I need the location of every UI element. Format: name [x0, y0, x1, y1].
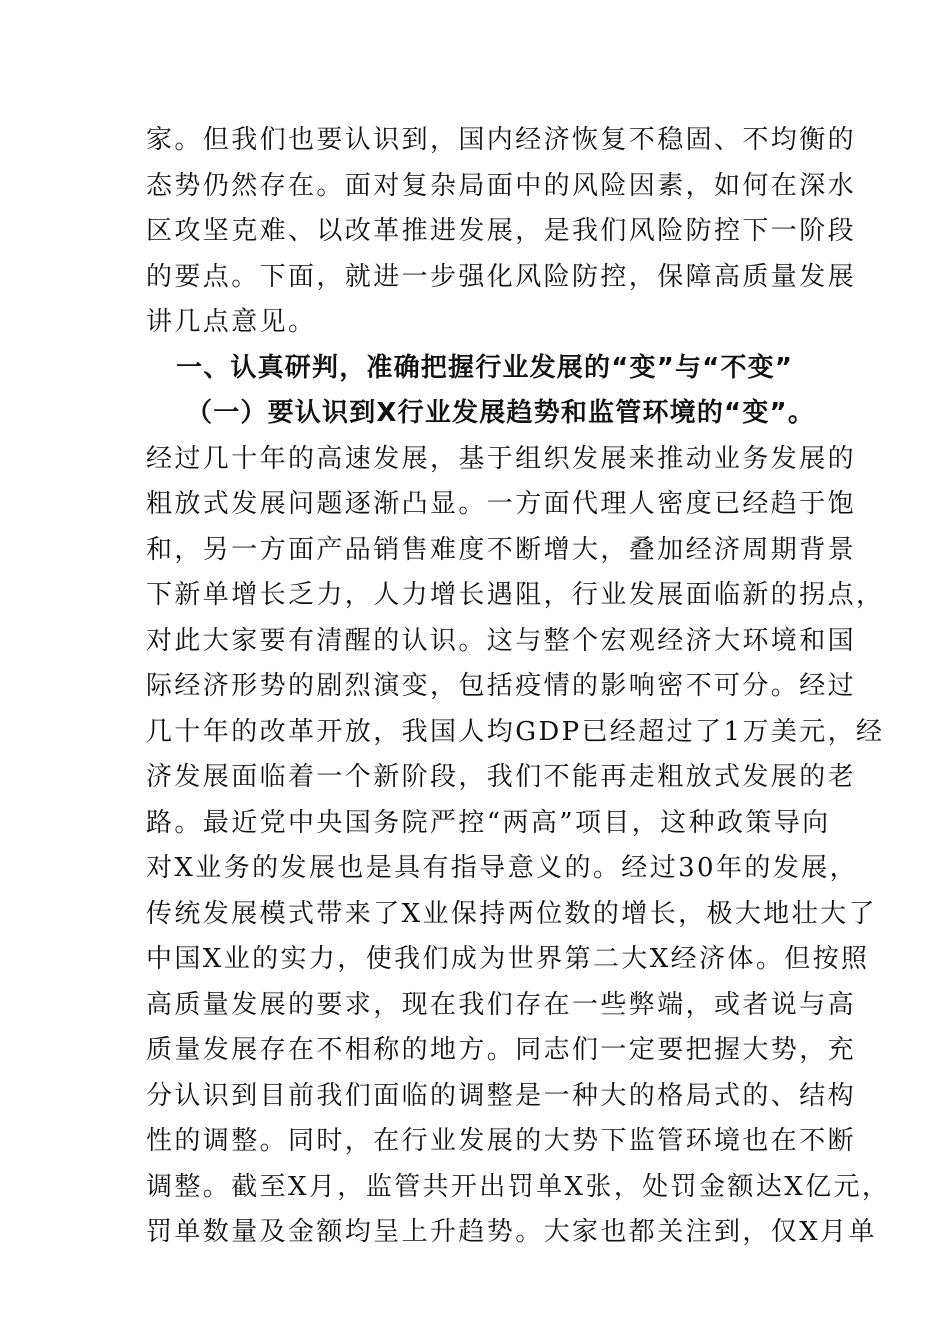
paragraph-line: 调整。截至X月，监管共开出罚单X张，处罚金额达X亿元， — [146, 1171, 891, 1202]
paragraph-line: 经过几十年的高速发展，基于组织发展来推动业务发展的 — [146, 443, 857, 474]
paragraph-line: 济发展面临着一个新阶段，我们不能再走粗放式发展的老 — [146, 762, 857, 792]
paragraph-line: 讲几点意见。 — [146, 307, 317, 337]
paragraph-line: 分认识到目前我们面临的调整是一种大的格局式的、结构 — [146, 1080, 857, 1111]
paragraph-line: 粗放式发展问题逐渐凸显。一方面代理人密度已经趋于饱 — [146, 489, 857, 519]
paragraph-line: 传统发展模式带来了X业保持两位数的增长，极大地壮大了 — [146, 898, 877, 929]
paragraph-line: 态势仍然存在。面对复杂局面中的风险因素，如何在深水 — [146, 170, 857, 201]
paragraph-line: 中国X业的实力，使我们成为世界第二大X经济体。但按照 — [146, 944, 870, 974]
paragraph-line: 几十年的改革开放，我国人均GDP已经超过了1万美元，经 — [146, 716, 885, 747]
paragraph-line: 区攻坚克难、以改革推进发展，是我们风险防控下一阶段 — [146, 216, 857, 246]
paragraph-line: 罚单数量及金额均呈上升趋势。大家也都关注到，仅X月单 — [146, 1217, 877, 1247]
paragraph-line: 对此大家要有清醒的认识。这与整个宏观经济大环境和国 — [146, 625, 857, 656]
paragraph-line: 下新单增长乏力，人力增长遇阻，行业发展面临新的拐点， — [146, 580, 885, 610]
paragraph-line: 和，另一方面产品销售难度不断增大，叠加经济周期背景 — [146, 534, 857, 565]
section-heading: 一、认真研判，准确把握行业发展的“变”与“不变” — [176, 352, 794, 383]
subsection-heading: （一）要认识到X行业发展趋势和监管环境的“变”。 — [186, 398, 816, 428]
paragraph-line: 性的调整。同时，在行业发展的大势下监管环境也在不断 — [146, 1126, 857, 1156]
paragraph-line: 家。但我们也要认识到，国内经济恢复不稳固、不均衡的 — [146, 125, 857, 155]
document-body — [146, 118, 891, 1256]
paragraph-line: 际经济形势的剧烈演变，包括疫情的影响密不可分。经过 — [146, 671, 857, 701]
paragraph-line: 对X业务的发展也是具有指导意义的。经过30年的发展， — [146, 853, 858, 883]
paragraph-line: 的要点。下面，就进一步强化风险防控，保障高质量发展 — [146, 261, 857, 292]
paragraph-line: 高质量发展的要求，现在我们存在一些弊端，或者说与高 — [146, 989, 857, 1020]
paragraph-line: 质量发展存在不相称的地方。同志们一定要把握大势，充 — [146, 1035, 857, 1065]
paragraph-line: 路。最近党中央国务院严控“两高”项目，这种政策导向 — [146, 807, 831, 838]
